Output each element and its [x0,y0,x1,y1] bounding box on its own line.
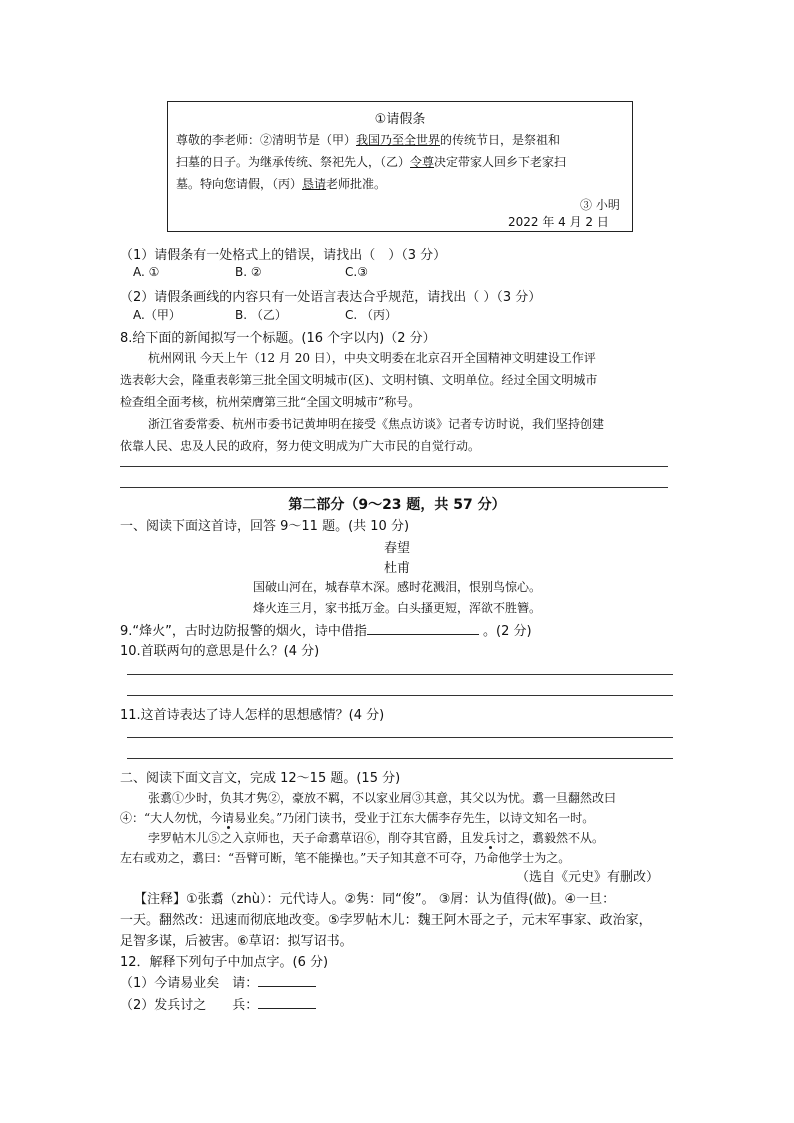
question-12: 12．解释下列句子中加点字。(6 分) [120,955,329,970]
notes-line-3: 足智多谋，后被害。⑥草诏：拟写诏书。 [120,934,353,949]
classical-source: （选自《元史》有删改） [516,870,660,885]
leave-note-signature: ③ 小明 [580,198,620,212]
q1-option-b: B. ② [235,265,262,279]
dotted-char-qing: 请 [222,811,235,825]
answer-line[interactable] [120,466,668,467]
underlined-phrase-yi: 令尊 [410,155,435,169]
section-2-heading: 二、阅读下面文言文，完成 12～15 题。(15 分) [120,771,401,786]
classical-line-2: ④：“大人勿忧，今请易业矣。”乃闭门读书，受业于江东大儒李存先生，以诗文知名一时。 [120,811,595,825]
section-1-heading: 一、阅读下面这首诗，回答 9～11 题。(共 10 分) [120,519,410,534]
q9-answer-blank[interactable] [367,634,479,635]
classical-line-4: 左右或劝之，翥曰：“吾臂可断，笔不能操也。”天子知其意不可夺，乃命他学士为之。 [120,851,571,865]
question-11: 11.这首诗表达了诗人怎样的思想感情？(4 分) [120,708,385,723]
notes-line-1: 【注释】①张翥（zhù）：元代诗人。②隽：同“俊”。 ③屑：认为值得(做)。④一旦： [134,892,616,907]
leave-note-date: 2022 年 4 月 2 日 [508,215,609,229]
question-9: 9.“烽火”，古时边防报警的烟火，诗中借指 。(2 分) [120,624,532,639]
part-2-heading: 第二部分（9～23 题，共 57 分） [288,497,506,513]
news-para2-line1: 浙江省委常委、杭州市委书记黄坤明在接受《焦点访谈》记者专访时说，我们坚持创建 [148,417,605,431]
notes-line-2: 一天。翻然改：迅速而彻底地改变。⑤孛罗帖木儿：魏王阿木哥之子，元末军事家、政治家， [120,913,652,928]
answer-line[interactable] [127,674,673,675]
q12-item-2: （2）发兵讨之 兵： [120,994,316,1013]
q12-item-1: （1）今请易业矣 请： [120,972,316,991]
q2-option-b: B. （乙） [235,308,287,322]
question-10: 10.首联两句的意思是什么？(4 分) [120,644,320,659]
dotted-char-bing: 兵 [484,831,497,845]
underlined-phrase-jia: 我国乃至全世界 [356,133,441,147]
news-para2-line2: 依靠人民、忠及人民的政府，努力使文明成为广大市民的自觉行动。 [120,439,481,453]
leave-note-line-1: 尊敬的李老师：②清明节是（甲）我国乃至全世界的传统节日，是祭祖和 [176,133,561,147]
q1-option-a: A. ① [133,265,160,279]
news-para1-line1: 杭州网讯 今天上午（12 月 20 日），中央文明委在北京召开全国精神文明建设工作评 [148,351,596,365]
question-8: 8.给下面的新闻拟写一个标题。(16 个字以内)（2 分） [120,331,436,346]
news-para1-line3: 检查组全面考核，杭州荣膺第三批“全国文明城市”称号。 [120,395,421,409]
poem-title: 春望 [383,541,410,556]
classical-line-1: 张翥①少时，负其才隽②，豪放不羁，不以家业屑③其意，其父以为忧。翥一旦翻然改曰 [148,791,617,805]
poem-line-1: 国破山河在，城春草木深。感时花溅泪，恨别鸟惊心。 [252,580,541,594]
q12-item-2-blank[interactable] [258,1008,316,1009]
leave-note-line-3: 墓。特向您请假，（丙）恳请老师批准。 [176,177,387,191]
classical-line-3: 孛罗帖木儿⑤之入京师也，天子命翥草诏⑥，削夺其官爵，且发兵讨之，翥毅然不从。 [148,831,605,845]
poem-author: 杜甫 [383,561,410,576]
q12-item-1-blank[interactable] [258,986,316,987]
q1-option-c: C.③ [345,265,368,279]
q2-option-a: A.（甲） [133,308,181,322]
leave-note-title: ①请假条 [374,112,426,127]
underlined-phrase-bing: 恳请 [302,177,327,191]
answer-line[interactable] [127,695,673,696]
poem-line-2: 烽火连三月，家书抵万金。白头搔更短，浑欲不胜簪。 [252,601,541,615]
answer-line[interactable] [120,487,668,488]
q2-option-c: C. （丙） [345,308,398,322]
news-para1-line2: 选表彰大会，隆重表彰第三批全国文明城市(区)、文明村镇、文明单位。经过全国文明城市 [120,373,598,387]
question-2: （2）请假条画线的内容只有一处语言表达合乎规范，请找出（ ）（3 分） [120,290,542,305]
answer-line[interactable] [127,737,673,738]
answer-line[interactable] [127,758,673,759]
leave-note-line-2: 扫墓的日子。为继承传统、祭祀先人，（乙）令尊决定带家人回乡下老家扫 [176,155,567,169]
question-1: （1）请假条有一处格式上的错误，请找出（ ）（3 分） [120,248,447,263]
